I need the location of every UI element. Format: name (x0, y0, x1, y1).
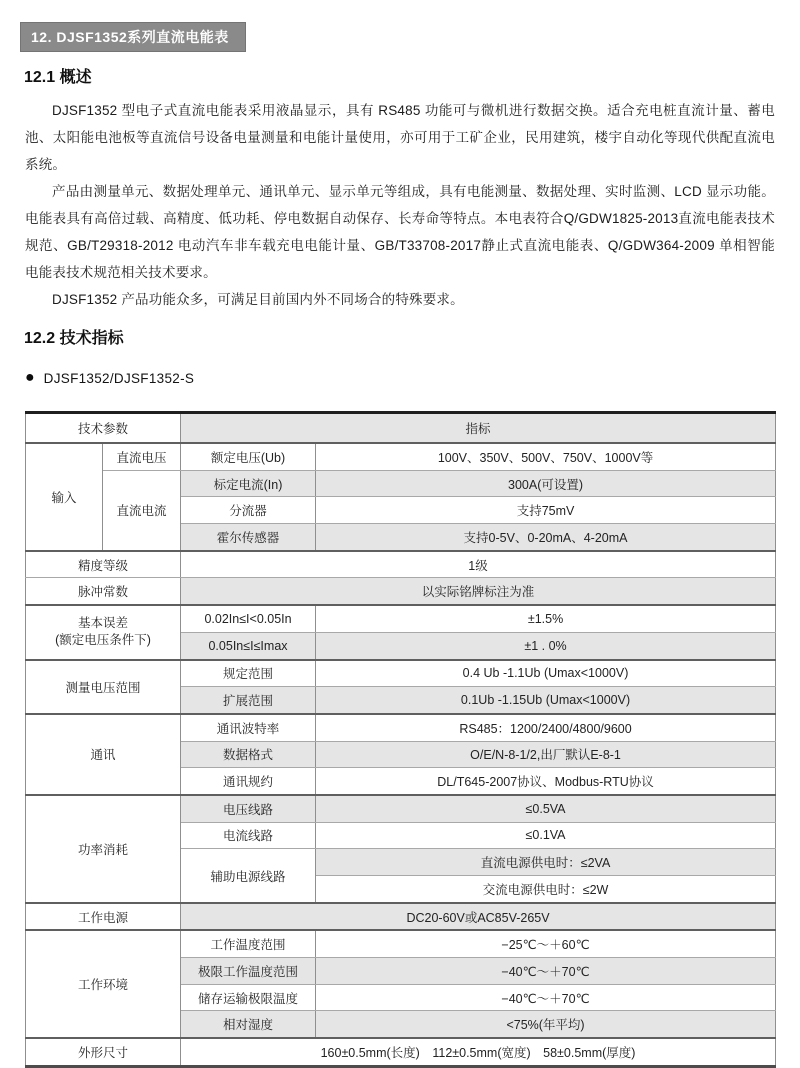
label-cell: 电流线路 (181, 822, 316, 849)
overview-paragraph-1: DJSF1352 型电子式直流电能表采用液晶显示，具有 RS485 功能可与微机进行数据交换。适合充电桩直流计量、蓄电池、太阳能电池板等直流信号设备电量测量和电能计量使用，亦可用于工矿企业，民用建筑，楼宇自动化等现代供配直流电系统。 (25, 103, 775, 172)
subgroup-cell: 直流电流 (103, 470, 181, 551)
header-param-cell: 技术参数 (26, 413, 181, 444)
section-title-overview: 12.1 概述 (24, 69, 92, 86)
group-cell: 输入 (26, 443, 103, 551)
group-cell: 测量电压范围 (26, 660, 181, 714)
value-cell: 0.4 Ub -1.1Ub (Umax<1000V) (316, 660, 776, 687)
label-cell: 电压线路 (181, 795, 316, 822)
label-cell: 通讯规约 (181, 768, 316, 795)
model-bullet-line (25, 369, 800, 387)
label-cell: 储存运输极限温度 (181, 984, 316, 1011)
table-row (26, 714, 776, 741)
label-cell: 扩展范围 (181, 687, 316, 714)
overview-paragraphs (25, 97, 775, 313)
label-cell: 通讯波特率 (181, 714, 316, 741)
table-row (26, 660, 776, 687)
value-cell: 支持75mV (316, 497, 776, 524)
table-row (26, 605, 776, 632)
value-cell: −40℃～＋70℃ (316, 958, 776, 985)
value-cell: 160±0.5mm(长度) 112±0.5mm(宽度) 58±0.5mm(厚度) (181, 1038, 776, 1066)
value-cell: 300A(可设置) (316, 470, 776, 497)
value-cell: <75%(年平均) (316, 1011, 776, 1038)
value-cell: 0.1Ub -1.15Ub (Umax<1000V) (316, 687, 776, 714)
bullet-circle-icon: ● (25, 369, 35, 386)
label-cell: 规定范围 (181, 660, 316, 687)
group-cell (26, 605, 181, 659)
value-cell: ≤0.5VA (316, 795, 776, 822)
value-cell: DC20-60V或AC85V-265V (181, 903, 776, 931)
label-cell: 额定电压(Ub) (181, 443, 316, 470)
value-cell: −25℃～＋60℃ (316, 930, 776, 957)
value-cell: 100V、350V、500V、750V、1000V等 (316, 443, 776, 470)
label-cell: 极限工作温度范围 (181, 958, 316, 985)
label-cell: 霍尔传感器 (181, 524, 316, 551)
subgroup-cell: 直流电压 (103, 443, 181, 470)
table-row (26, 930, 776, 957)
label-cell: 分流器 (181, 497, 316, 524)
table-row (26, 443, 776, 470)
value-cell: ±1 . 0% (316, 632, 776, 659)
label-cell: 辅助电源线路 (181, 849, 316, 903)
table-row (26, 470, 776, 497)
label-cell: 数据格式 (181, 741, 316, 768)
table-row (26, 1038, 776, 1066)
table-row (26, 903, 776, 931)
chapter-bar-container (0, 0, 800, 52)
group-label-line2: (额定电压条件下) (55, 633, 151, 648)
group-cell: 通讯 (26, 714, 181, 795)
overview-paragraph-2: 产品由测量单元、数据处理单元、通讯单元、显示单元等组成，具有电能测量、数据处理、实时监测、LCD 显示功能。电能表具有高倍过载、高精度、低功耗、停电数据自动保存、长寿命等特点。本电表符合Q/GDW1825-2013直流电能表技术规范、GB/T29318-2012 电动汽车非车载充电电能计量、GB/T33708-2017静止式直流电能表、Q/GDW364-2009 单相智能电能表技术规范相关技术要求。 (25, 184, 775, 280)
value-cell: 1级 (181, 551, 776, 578)
label-cell: 工作温度范围 (181, 930, 316, 957)
chapter-title-bar: 12. DJSF1352系列直流电能表 (20, 22, 246, 52)
value-cell: −40℃～＋70℃ (316, 984, 776, 1011)
table-row (26, 578, 776, 605)
group-label-line1: 基本误差 (78, 616, 129, 631)
value-cell: ±1.5% (316, 605, 776, 632)
value-cell: RS485：1200/2400/4800/9600 (316, 714, 776, 741)
value-cell: O/E/N-8-1/2,出厂默认E-8-1 (316, 741, 776, 768)
label-cell: 标定电流(In) (181, 470, 316, 497)
section-title-specs: 12.2 技术指标 (24, 330, 124, 347)
table-header-row (26, 413, 776, 444)
label-cell: 相对湿度 (181, 1011, 316, 1038)
table-row (26, 551, 776, 578)
value-cell: 直流电源供电时：≤2VA (316, 849, 776, 876)
spec-table (25, 411, 776, 1068)
label-cell: 0.02In≤I<0.05In (181, 605, 316, 632)
overview-paragraph-3: DJSF1352 产品功能众多，可满足目前国内外不同场合的特殊要求。 (52, 292, 464, 307)
value-cell: 交流电源供电时：≤2W (316, 876, 776, 903)
group-cell: 外形尺寸 (26, 1038, 181, 1066)
header-indicator-cell: 指标 (181, 413, 776, 444)
group-cell: 工作电源 (26, 903, 181, 931)
model-name-label: DJSF1352/DJSF1352-S (43, 370, 195, 386)
value-cell: DL/T645-2007协议、Modbus-RTU协议 (316, 768, 776, 795)
group-cell: 工作环境 (26, 930, 181, 1038)
group-cell: 脉冲常数 (26, 578, 181, 605)
value-cell: 支持0-5V、0-20mA、4-20mA (316, 524, 776, 551)
label-cell: 0.05In≤I≤Imax (181, 632, 316, 659)
group-cell: 功率消耗 (26, 795, 181, 903)
value-cell: 以实际铭牌标注为准 (181, 578, 776, 605)
value-cell: ≤0.1VA (316, 822, 776, 849)
group-cell: 精度等级 (26, 551, 181, 578)
table-row (26, 795, 776, 822)
